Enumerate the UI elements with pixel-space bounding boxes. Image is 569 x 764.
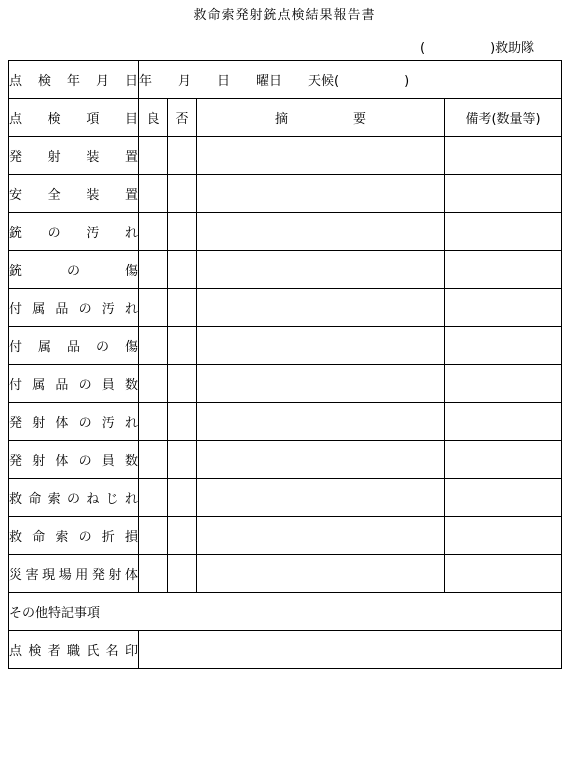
summary-cell[interactable] <box>197 555 445 593</box>
item-label-cell <box>9 289 139 327</box>
date-label: 点検年月日 <box>9 74 138 89</box>
item-label-cell <box>9 403 139 441</box>
item-label-cell <box>9 175 139 213</box>
bad-check-cell[interactable] <box>168 441 197 479</box>
remarks-column-header: 備考(数量等) <box>445 99 562 137</box>
item-label: 安全装置 <box>9 188 138 203</box>
good-check-cell[interactable] <box>139 213 168 251</box>
item-label-cell <box>9 555 139 593</box>
good-check-cell[interactable] <box>139 251 168 289</box>
good-check-cell[interactable] <box>139 327 168 365</box>
good-check-cell[interactable] <box>139 365 168 403</box>
item-label-cell <box>9 365 139 403</box>
summary-cell[interactable] <box>197 289 445 327</box>
bad-check-cell[interactable] <box>168 289 197 327</box>
item-label: 発射体の員数 <box>9 454 138 469</box>
date-row <box>9 61 562 99</box>
remarks-cell[interactable] <box>445 403 562 441</box>
header-row <box>9 99 562 137</box>
item-label: 発射体の汚れ <box>9 416 138 431</box>
item-label-cell <box>9 327 139 365</box>
summary-cell[interactable] <box>197 251 445 289</box>
item-label: 付属品の員数 <box>9 378 138 393</box>
table-row <box>9 175 562 213</box>
summary-column-header: 摘 要 <box>197 99 445 137</box>
good-check-cell[interactable] <box>139 517 168 555</box>
remarks-cell[interactable] <box>445 517 562 555</box>
item-label-cell <box>9 441 139 479</box>
item-label: 付属品の傷 <box>9 340 138 355</box>
bad-column-header: 否 <box>168 99 197 137</box>
item-column-header: 点検項目 <box>9 112 138 127</box>
bad-check-cell[interactable] <box>168 479 197 517</box>
item-label-cell <box>9 137 139 175</box>
notes-row <box>9 593 562 631</box>
summary-cell[interactable] <box>197 403 445 441</box>
bad-check-cell[interactable] <box>168 251 197 289</box>
remarks-cell[interactable] <box>445 289 562 327</box>
bad-check-cell[interactable] <box>168 213 197 251</box>
remarks-cell[interactable] <box>445 555 562 593</box>
bad-check-cell[interactable] <box>168 365 197 403</box>
table-row <box>9 403 562 441</box>
item-label: 救命索のねじれ <box>9 492 138 507</box>
table-row <box>9 365 562 403</box>
remarks-cell[interactable] <box>445 365 562 403</box>
item-column-header-cell <box>9 99 139 137</box>
item-label: 発射装置 <box>9 150 138 165</box>
item-label: 災害現場用発射体 <box>9 568 138 583</box>
summary-cell[interactable] <box>197 327 445 365</box>
item-label: 銃の傷 <box>9 264 138 279</box>
table-row <box>9 327 562 365</box>
summary-cell[interactable] <box>197 137 445 175</box>
good-check-cell[interactable] <box>139 137 168 175</box>
bad-check-cell[interactable] <box>168 517 197 555</box>
table-row <box>9 479 562 517</box>
good-check-cell[interactable] <box>139 289 168 327</box>
item-label-cell <box>9 479 139 517</box>
good-check-cell[interactable] <box>139 555 168 593</box>
summary-cell[interactable] <box>197 517 445 555</box>
summary-cell[interactable] <box>197 479 445 517</box>
inspector-label-cell <box>9 631 139 669</box>
item-label-cell <box>9 213 139 251</box>
date-value[interactable]: 年 月 日 曜日 天候( ) <box>139 61 562 99</box>
table-row <box>9 137 562 175</box>
table-row <box>9 213 562 251</box>
summary-cell[interactable] <box>197 441 445 479</box>
notes-label: その他特記事項 <box>9 606 101 621</box>
notes-cell[interactable] <box>9 593 562 631</box>
inspector-value-cell[interactable] <box>139 631 562 669</box>
good-check-cell[interactable] <box>139 403 168 441</box>
inspector-label: 点検者職氏名印 <box>9 644 138 659</box>
good-check-cell[interactable] <box>139 441 168 479</box>
remarks-cell[interactable] <box>445 251 562 289</box>
remarks-cell[interactable] <box>445 213 562 251</box>
remarks-cell[interactable] <box>445 441 562 479</box>
table-row <box>9 441 562 479</box>
table-row <box>9 289 562 327</box>
remarks-cell[interactable] <box>445 137 562 175</box>
summary-cell[interactable] <box>197 365 445 403</box>
item-label-cell <box>9 517 139 555</box>
date-label-cell <box>9 61 139 99</box>
table-row <box>9 517 562 555</box>
table-row <box>9 555 562 593</box>
item-label: 付属品の汚れ <box>9 302 138 317</box>
summary-cell[interactable] <box>197 175 445 213</box>
report-title: 救命索発射銃点検結果報告書 <box>193 8 376 23</box>
remarks-cell[interactable] <box>445 175 562 213</box>
rescue-team-field: ( )救助隊 <box>420 41 535 56</box>
remarks-cell[interactable] <box>445 327 562 365</box>
bad-check-cell[interactable] <box>168 175 197 213</box>
inspector-row <box>9 631 562 669</box>
bad-check-cell[interactable] <box>168 137 197 175</box>
summary-cell[interactable] <box>197 213 445 251</box>
bad-check-cell[interactable] <box>168 327 197 365</box>
item-label: 銃の汚れ <box>9 226 138 241</box>
good-column-header: 良 <box>139 99 168 137</box>
good-check-cell[interactable] <box>139 479 168 517</box>
item-label-cell <box>9 251 139 289</box>
inspection-table <box>8 60 562 669</box>
good-check-cell[interactable] <box>139 175 168 213</box>
table-row <box>9 251 562 289</box>
bad-check-cell[interactable] <box>168 555 197 593</box>
item-label: 救命索の折損 <box>9 530 138 545</box>
bad-check-cell[interactable] <box>168 403 197 441</box>
remarks-cell[interactable] <box>445 479 562 517</box>
